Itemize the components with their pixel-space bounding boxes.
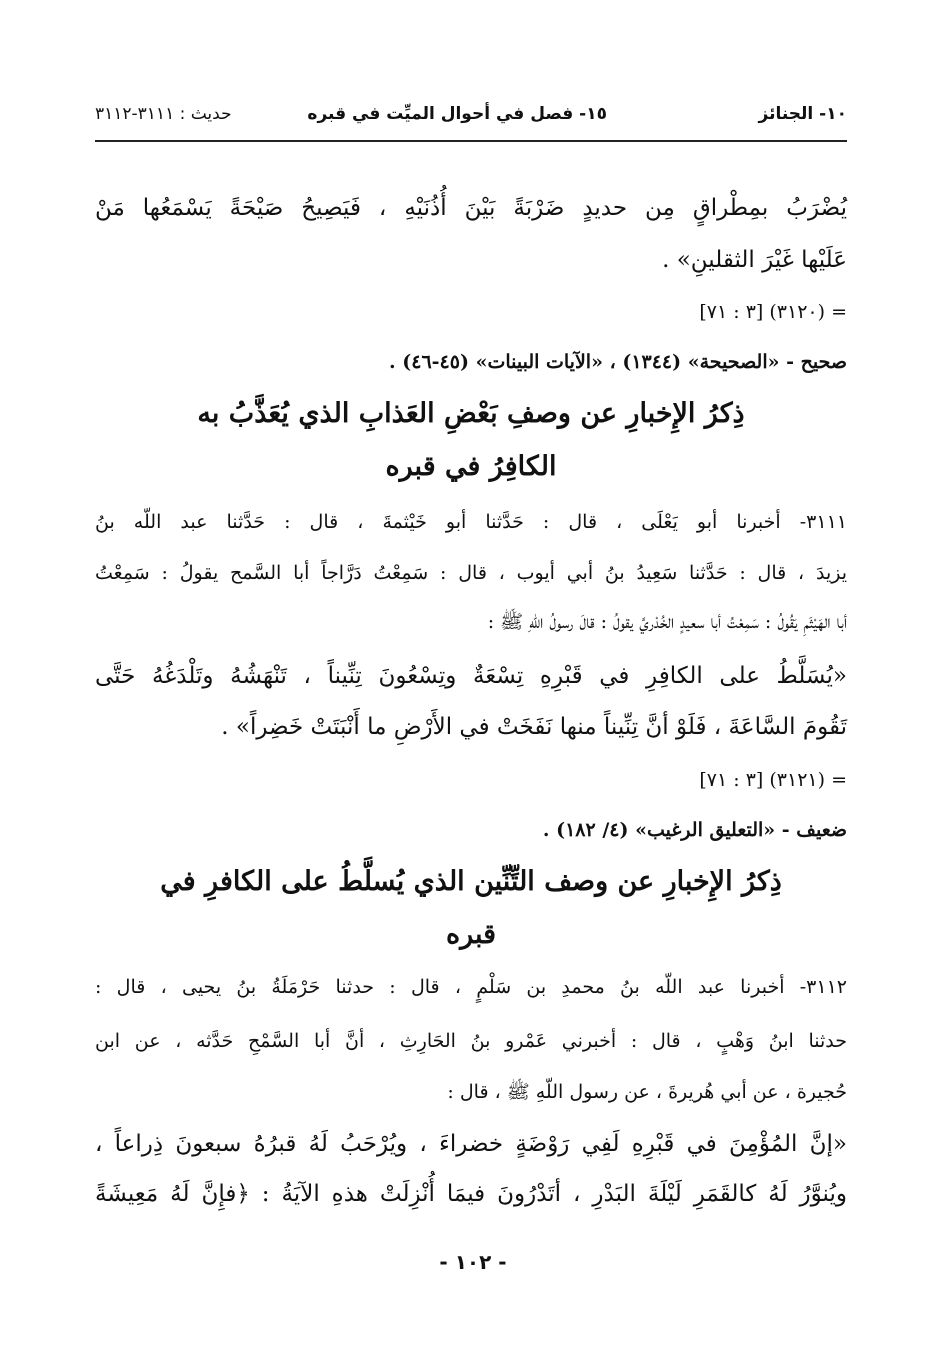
hadith-reference: = (٣١٢٠) [٣ : ٧١] xyxy=(699,301,847,323)
body-line: يُضْرَبُ بمِطْراقٍ مِن حديدٍ ضَرْبَةً بَيْنَ أُذُنَيْهِ ، فَيَصِيحُ صَيْحَةً يَسْمَعُها مَنْ xyxy=(95,195,847,221)
hadith-range: حديث : ٣١١١-٣١١٢ xyxy=(95,104,232,124)
matn-line: تَقُومَ السَّاعَةَ ، فَلَوْ أنَّ تِنِّيناً منها نَفَخَتْ في الأَرْضِ ما أَنْبَتَتْ خَضِراً» . xyxy=(221,714,847,740)
isnad-line: ٣١١١- أخبرنا أبو يَعْلَى ، قال : حَدَّثنا أبو خَيْثمةَ ، قال : حَدَّثنا عبد اللّه بنُ xyxy=(95,511,847,533)
isnad-line: حدثنا ابنُ وَهْبٍ ، قال : أخبرني عَمْرو بنُ الحَارِثِ ، أنَّ أبا السَّمْحِ حَدَّثه ، عن ابن xyxy=(95,1030,847,1052)
page-number: - ١٠٢ - xyxy=(439,1250,507,1274)
isnad-line: ٣١١٢- أخبرنا عبد اللّه بنُ محمدِ بن سَلْمٍ ، قال : حدثنا حَرْمَلَةُ بنُ يحيى ، قال : xyxy=(95,976,847,998)
body-line: عَلَيْها غَيْرَ الثقلينِ» . xyxy=(662,247,847,273)
hadith-reference: = (٣١٢١) [٣ : ٧١] xyxy=(699,769,847,791)
matn-line: ويُنوَّرُ لَهُ كالقَمَرِ لَيْلَةَ البَدْرِ ، أتَدْرُونَ فيمَا أُنْزِلَتْ هذهِ الآيَةُ : ﴿فإِنَّ لَهُ مَعِيشَةً xyxy=(95,1181,847,1207)
chapter-title: ١٠- الجنائز xyxy=(758,104,847,124)
chapter-heading: قبره xyxy=(445,919,497,950)
section-title: ١٥- فصل في أحوال الميِّت في قبره xyxy=(307,104,607,124)
header-rule xyxy=(95,140,847,142)
grading-note: صحيح - «الصحيحة» (١٣٤٤) ، «الآيات البينات» (٤٥-٤٦) . xyxy=(389,351,847,373)
isnad-line: يزيدَ ، قال : حَدَّثنا سَعِيدُ بنُ أبي أيوب ، قال : سَمِعْتُ دَرَّاجاً أبا السَّمح يقولُ : سَمِعْتُ xyxy=(95,562,847,584)
matn-line: «يُسَلَّطُ على الكافِرِ في قَبْرِهِ تِسْعَةٌ وتِسْعُونَ تِنِّيناً ، تَنْهَشُهُ وتَلْدَغُهُ حَتَّى xyxy=(95,663,847,689)
page-header xyxy=(95,104,847,138)
chapter-heading: الكافِرُ في قبره xyxy=(385,451,557,482)
grading-note: ضعيف - «التعليق الرغيب» (٤/ ١٨٢) . xyxy=(542,819,847,841)
chapter-heading: ذِكرُ الإِخبارِ عن وصفِ بَعْضِ العَذابِ الذي يُعَذَّبُ به xyxy=(197,398,745,429)
isnad-line: حُجيرة ، عن أبي هُريرةَ ، عن رسول اللّهِ ﷺ ، قال : xyxy=(447,1081,847,1103)
isnad-line: أبا الهَيْثَمِ يَقُولُ : سَمِعْتُ أبا سعيدٍ الخُدْريَّ يقولُ : قالَ رسولُ اللّهِ ﷺ : xyxy=(487,611,847,633)
matn-line: «إنَّ المُؤْمِنَ في قَبْرِهِ لَفِي رَوْضَةٍ خضراءَ ، ويُرْحَبُ لَهُ قبرُهُ سبعونَ ذِراعاً ، xyxy=(95,1131,847,1157)
chapter-heading: ذِكرُ الإِخبارِ عن وصف التِّنِّين الذي يُسلَّطُ على الكافرِ في xyxy=(160,866,782,897)
